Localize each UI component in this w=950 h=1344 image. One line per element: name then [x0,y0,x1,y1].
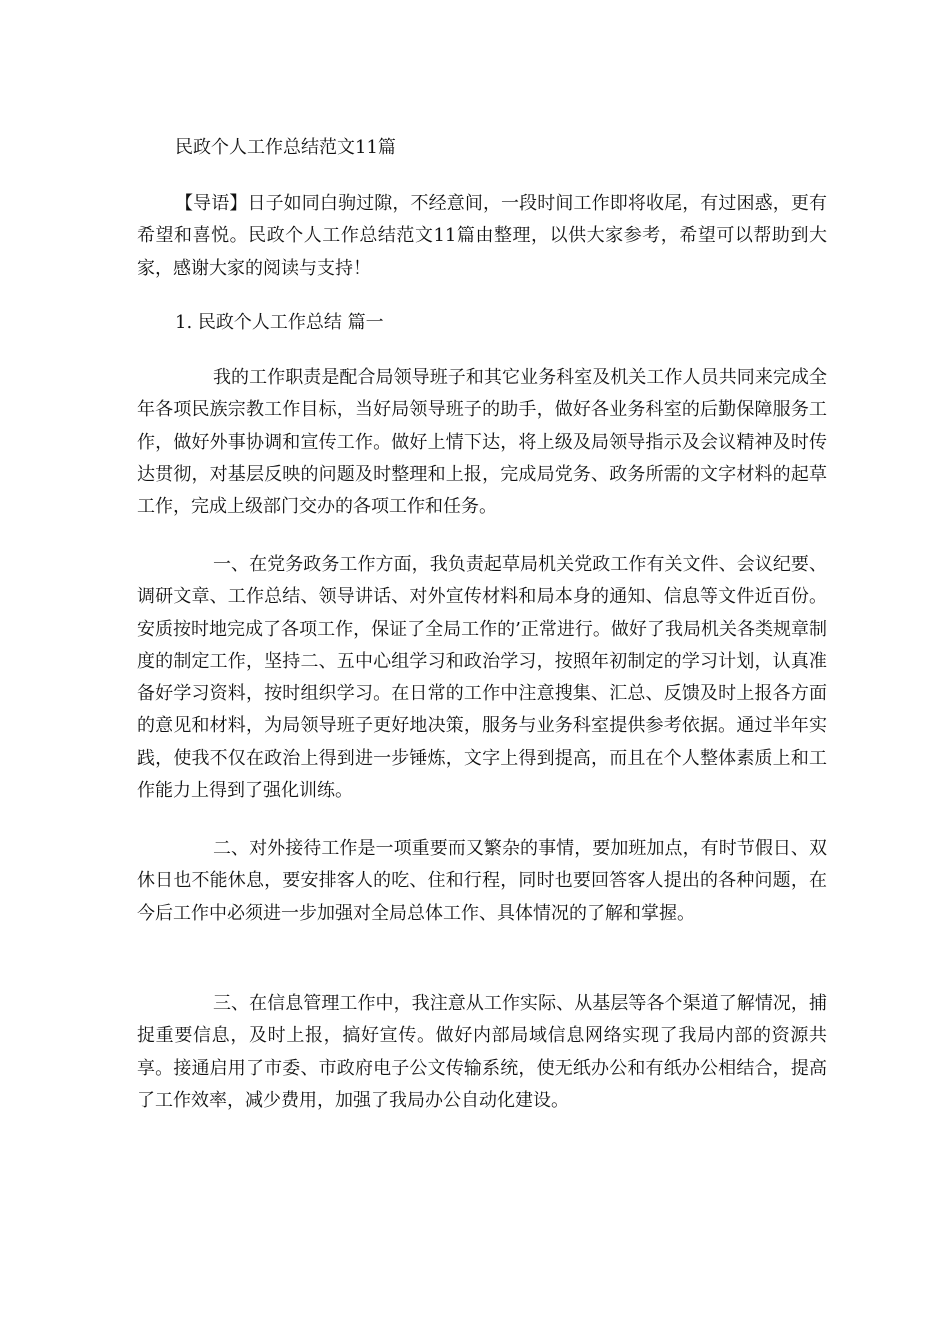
section-heading: 1. 民政个人工作总结 篇一 [175,312,384,333]
duty-paragraph: 我的工作职责是配合局领导班子和其它业务科室及机关工作人员共同来完成全年各项民族宗教工作目标，当好局领导班子的助手，做好各业务科室的后勤保障服务工作，做好外事协调和宣传工作。做好上情下达，将上级及局领导指示及会议精神及时传达贯彻，对基层反映的问题及时整理和上报，完成局党务、政务所需的文字材料的起草工作，完成上级部门交办的各项工作和任务。 [137,367,827,518]
document-title: 民政个人工作总结范文11篇 [175,137,396,158]
information-management-paragraph: 三、在信息管理工作中，我注意从工作实际、从基层等各个渠道了解情况，捕捉重要信息，及时上报，搞好宣传。做好内部局域信息网络实现了我局内部的资源共享。接通启用了市委、市政府电子公文传输系统，使无纸办公和有纸办公相结合，提高了工作效率，减少费用，加强了我局办公自动化建设。 [137,993,827,1111]
intro-paragraph: 【导语】日子如同白驹过隙，不经意间，一段时间工作即将收尾，有过困惑，更有希望和喜悦。民政个人工作总结范文11篇由整理，以供大家参考，希望可以帮助到大家，感谢大家的阅读与支持！ [137,193,827,279]
reception-paragraph: 二、对外接待工作是一项重要而又繁杂的事情，要加班加点，有时节假日、双休日也不能休息，要安排客人的吃、住和行程，同时也要回答客人提出的各种问题，在今后工作中必须进一步加强对全局总体工作、具体情况的了解和掌握。 [137,838,827,924]
party-affairs-paragraph: 一、在党务政务工作方面，我负责起草局机关党政工作有关文件、会议纪要、调研文章、工作总结、领导讲话、对外宣传材料和局本身的通知、信息等文件近百份。安质按时地完成了各项工作，保证了全局工作的’正常进行。做好了我局机关各类规章制度的制定工作，坚持二、五中心组学习和政治学习，按照年初制定的学习计划，认真准备好学习资料，按时组织学习。在日常的工作中注意搜集、汇总、反馈及时上报各方面的意见和材料，为局领导班子更好地决策，服务与业务科室提供参考依据。通过半年实践，使我不仅在政治上得到进一步锤炼，文字上得到提高，而且在个人整体素质上和工作能力上得到了强化训练。 [137,554,827,802]
